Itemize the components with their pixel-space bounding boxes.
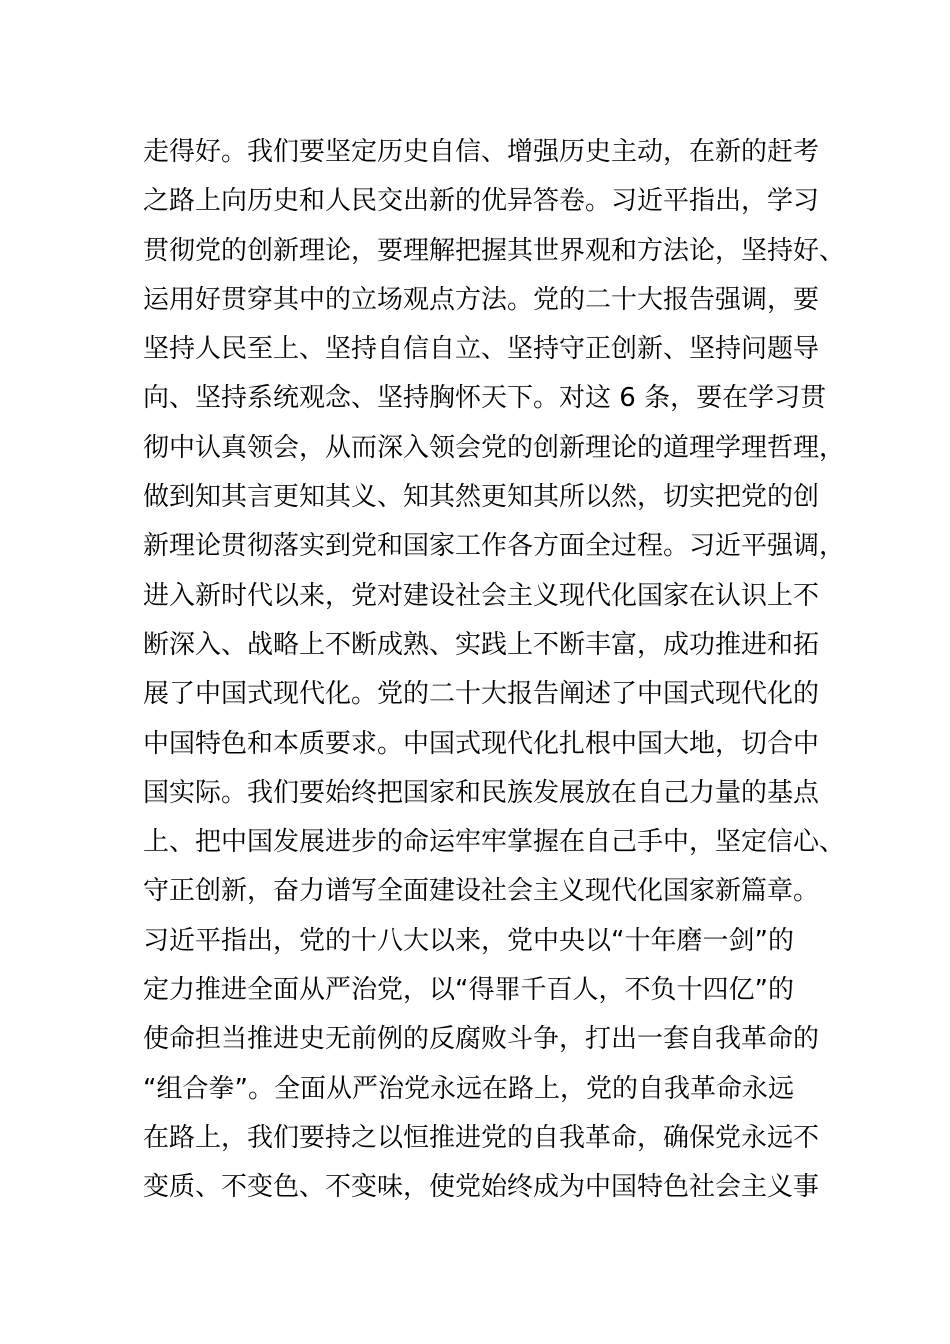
text-line: 向、坚持系统观念、坚持胸怀天下。对这 6 条，要在学习贯: [143, 383, 827, 414]
text-line: 守正创新，奋力谱写全面建设社会主义现代化国家新篇章。: [143, 876, 820, 907]
text-line: 定力推进全面从严治党，以“得罪千百人，不负十四亿”的: [143, 975, 794, 1006]
text-line: 贯彻党的创新理论，要理解把握其世界观和方法论，坚持好、: [143, 235, 846, 266]
text-line: 变质、不变色、不变味，使党始终成为中国特色社会主义事: [143, 1172, 820, 1203]
text-line: 新理论贯彻落实到党和国家工作各方面全过程。习近平强调，: [143, 531, 846, 562]
text-line: 习近平指出，党的十八大以来，党中央以“十年磨一剑”的: [143, 925, 794, 956]
text-line: 在路上，我们要持之以恒推进党的自我革命，确保党永远不: [143, 1122, 820, 1153]
text-line: 做到知其言更知其义、知其然更知其所以然，切实把党的创: [143, 482, 820, 513]
text-line: 上、把中国发展进步的命运牢牢掌握在自己手中，坚定信心、: [143, 827, 846, 858]
text-line: 坚持人民至上、坚持自信自立、坚持守正创新、坚持问题导: [143, 334, 820, 365]
body-text: [143, 128, 846, 1213]
text-line: 中国特色和本质要求。中国式现代化扎根中国大地，切合中: [143, 728, 820, 759]
text-line: 走得好。我们要坚定历史自信、增强历史主动，在新的赶考: [143, 137, 820, 167]
text-line: 之路上向历史和人民交出新的优异答卷。习近平指出，学习: [143, 186, 820, 217]
text-line: 进入新时代以来，党对建设社会主义现代化国家在认识上不: [143, 580, 820, 611]
text-line: 展了中国式现代化。党的二十大报告阐述了中国式现代化的: [143, 679, 820, 710]
text-line: 使命担当推进史无前例的反腐败斗争，打出一套自我革命的: [143, 1024, 820, 1055]
text-line: “组合拳”。全面从严治党永远在路上，党的自我革命永远: [143, 1073, 794, 1104]
text-line: 彻中认真领会，从而深入领会党的创新理论的道理学理哲理，: [143, 432, 846, 463]
text-line: 断深入、战略上不断成熟、实践上不断丰富，成功推进和拓: [143, 629, 820, 660]
text-line: 运用好贯穿其中的立场观点方法。党的二十大报告强调，要: [143, 284, 820, 315]
text-line: 国实际。我们要始终把国家和民族发展放在自己力量的基点: [143, 777, 820, 808]
